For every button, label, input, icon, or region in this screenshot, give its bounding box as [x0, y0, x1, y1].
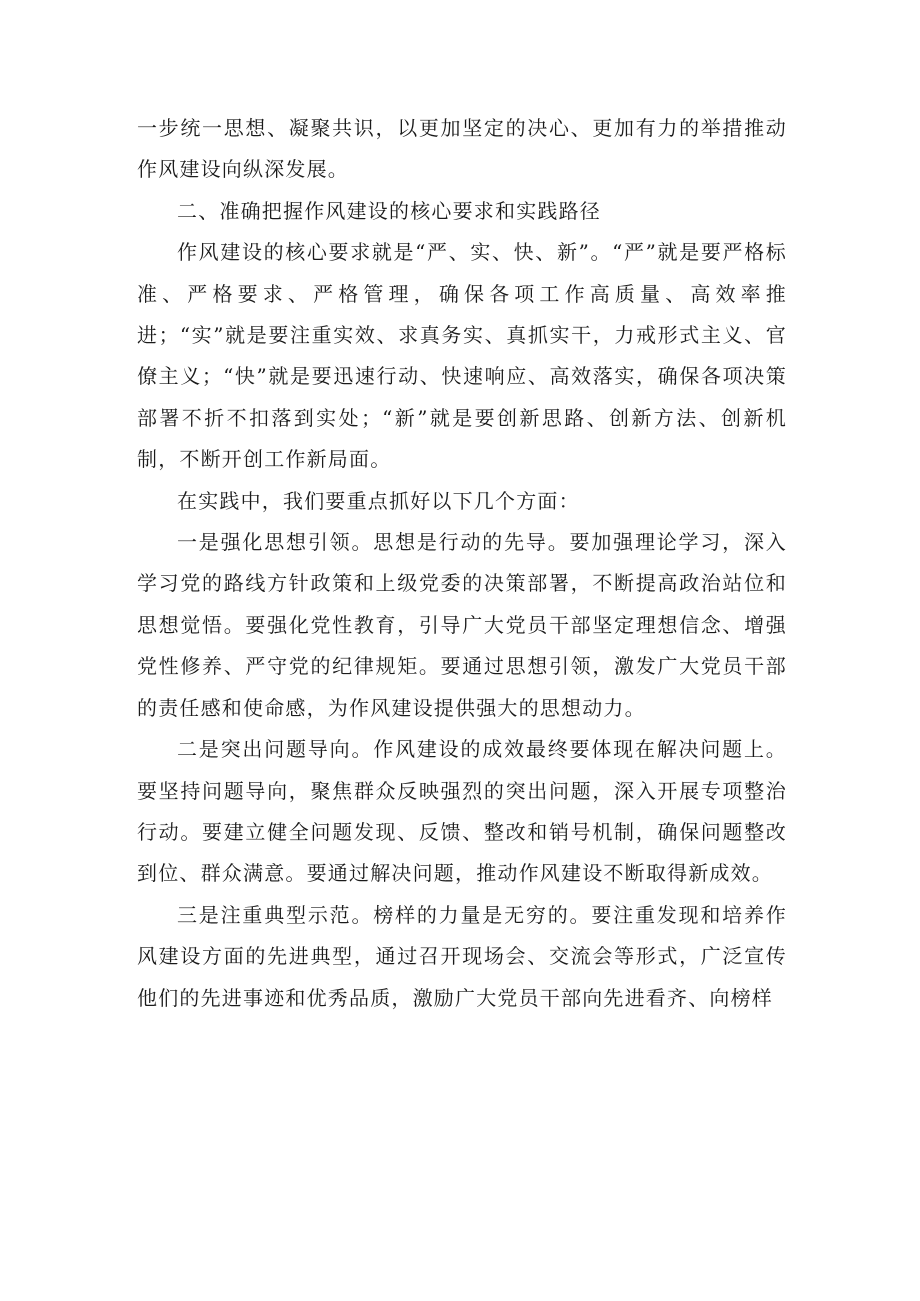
paragraph-core-requirements: 作风建设的核心要求就是“严、实、快、新”。“严”就是要严格标准、严格要求、严格管理，确保各项工作高质量、高效率推进；“实”就是要注重实效、求真务实、真抓实干，力戒形式主义、官僚主义；“快”就是要迅速行动、快速响应、高效落实，确保各项决策部署不折不扣落到实处；“新”就是要创新思路、创新方法、创新机制，不断开创工作新局面。	[137, 240, 787, 472]
document-body	[137, 108, 787, 1019]
paragraph-point-three: 三是注重典型示范。榜样的力量是无穷的。要注重发现和培养作风建设方面的先进典型，通过召开现场会、交流会等形式，广泛宣传他们的先进事迹和优秀品质，激励广大党员干部向先进看齐、向榜样	[137, 902, 787, 1010]
paragraph-point-one: 一是强化思想引领。思想是行动的先导。要加强理论学习，深入学习党的路线方针政策和上级党委的决策部署，不断提高政治站位和思想觉悟。要强化党性教育，引导广大党员干部坚定理想信念、增强党性修养、严守党的纪律规矩。要通过思想引领，激发广大党员干部的责任感和使命感，为作风建设提供强大的思想动力。	[137, 530, 787, 720]
paragraph-practice-intro: 在实践中，我们要重点抓好以下几个方面：	[177, 488, 580, 513]
paragraph-continuation: 一步统一思想、凝聚共识，以更加坚定的决心、更加有力的举措推动作风建设向纵深发展。	[137, 116, 787, 182]
section-heading: 二、准确把握作风建设的核心要求和实践路径	[177, 198, 601, 223]
paragraph-point-two: 二是突出问题导向。作风建设的成效最终要体现在解决问题上。要坚持问题导向，聚焦群众反映强烈的突出问题，深入开展专项整治行动。要建立健全问题发现、反馈、整改和销号机制，确保问题整改到位、群众满意。要通过解决问题，推动作风建设不断取得新成效。	[137, 737, 787, 886]
